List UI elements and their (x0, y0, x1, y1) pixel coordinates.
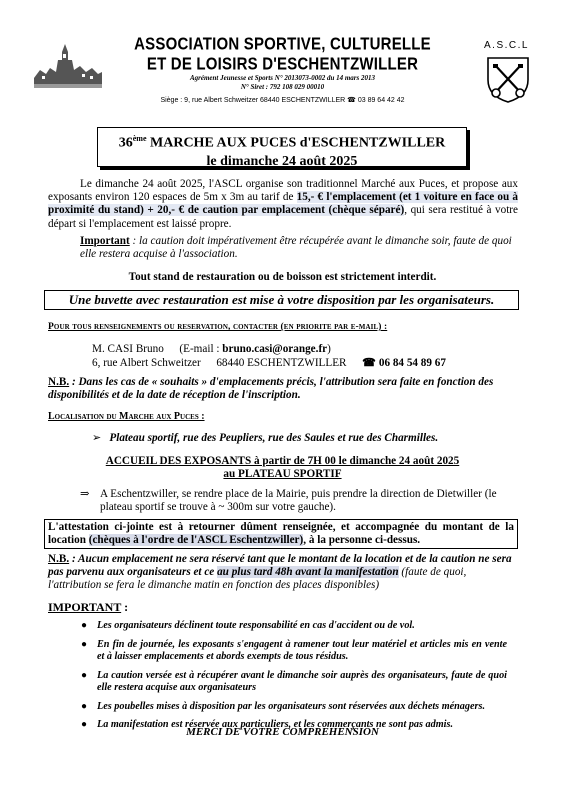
list-item: ● Les poubelles mises à disposition par les organisateurs sont réservées aux déchets ménagers. (81, 700, 485, 712)
ascl-acronym: A.S.C.L (484, 40, 529, 51)
accueil-line1: ACCUEIL DES EXPOSANTS à partir de 7H 00 le dimanche 24 août 2025 (105, 455, 460, 467)
nb-reservation: N.B. : Aucun emplacement ne sera réservé tant que le montant de la location et de la caution ne sera pas parvenu aux organisateurs et ce au plus tard 48h avant la manifestation (faute de quoi, l'attribution se fera le dimanche matin en fonction des places disponibles) (48, 553, 512, 592)
buvette-box (44, 290, 519, 310)
important-list (81, 620, 507, 731)
contact-email[interactable]: bruno.casi@orange.fr (222, 343, 328, 355)
list-item: ● La manifestation est réservée aux particuliers, et les commerçants ne sont pas admis. (81, 718, 453, 730)
contact-city: 68440 ESCHENTZWILLER (216, 357, 347, 369)
accueil-line2: au PLATEAU SPORTIF (223, 468, 342, 480)
buvette-text: Une buvette avec restauration est mise à votre disposition par les organisateurs. (68, 292, 495, 307)
agrement: Agrément Jeunesse et Sports N° 2013073-0002 du 14 mars 2013 (189, 74, 375, 82)
arrow-right-icon: ⇒ (80, 488, 90, 500)
localisation-line (92, 432, 522, 445)
localisation-heading: Localisation du Marche aux Puces : (48, 411, 205, 422)
association-title-line1: ASSOCIATION SPORTIVE, CULTURELLE (134, 34, 431, 55)
contact-phone: ☎ 06 84 54 89 67 (362, 357, 446, 369)
crossed-keys-crest-icon (484, 54, 532, 104)
event-title-box (97, 127, 467, 167)
list-item: ● Les organisateurs déclinent toute responsabilité en cas d'accident ou de vol. (81, 620, 415, 631)
attestation-box: L'attestation ci-jointe est à retourner dûment renseignée, et accompagnée du montant de la location (chèques à l'ordre de l'ASCL Eschentzwiller), à la personne ci-dessus. (44, 519, 518, 549)
tarif-highlight: 15,- € l'emplacement (et 1 voiture en face ou à proximité du stand) + 20,- € de caution par emplacement (chèque séparé) (48, 191, 518, 217)
association-title-line2: ET DE LOISIRS D'ESCHENTZWILLER (146, 54, 419, 75)
caution-notice: Important : la caution doit impérativement être récupérée avant le dimanche soir, faute de quoi elle restera acquise à l'association. (80, 235, 512, 261)
deadline-highlight: au plus tard 48h avant la manifestation (217, 566, 399, 579)
cheque-order-highlight: (chèques à l'ordre de l'ASCL Eschentzwiller) (88, 534, 304, 547)
important-heading: IMPORTANT : (48, 600, 129, 614)
event-title-line2: le dimanche 24 août 2025 (206, 153, 358, 169)
contact-address: 6, rue Albert Schweitzer (92, 357, 201, 369)
contact-heading: Pour tous renseignements ou reservation, contacter (en priorite par e-mail) : (48, 322, 388, 332)
siret: N° Siret : 792 108 029 00010 (240, 83, 325, 91)
arrow-bullet-icon: ➢ (92, 432, 102, 444)
contact-address-line (92, 357, 532, 370)
interdit-notice: Tout stand de restauration ou de boisson est strictement interdit. (128, 271, 437, 283)
directions (80, 488, 518, 514)
merci-text: MERCI DE VOTRE COMPREHENSION (186, 726, 379, 738)
intro-paragraph: Le dimanche 24 août 2025, l'ASCL organise son traditionnel Marché aux Puces, et propose aux exposants environ 120 espaces de 5m x 3m au tarif de 15,- € l'emplacement (et 1 voiture en face ou à proximité du stand) + 20,- € de caution par emplacement (chèque séparé), qui sera restitué à votre départ si l'emplacement est laissé propre. (48, 178, 518, 230)
siege-address: Siège : 9, rue Albert Schweitzer 68440 ESCHENTZWILLER ☎ 03 89 64 42 42 (160, 97, 405, 104)
directions-text: A Eschentzwiller, se rendre place de la Mairie, puis prendre la direction de Dietwiller (le plateau sportif se trouve à ~ 300m sur votre gauche). (100, 488, 497, 514)
contact-name: M. CASI Bruno (92, 343, 164, 355)
contact-name-line: M. CASI Bruno (E-mail : bruno.casi@orange.fr) (92, 343, 331, 355)
localisation-text: Plateau sportif, rue des Peupliers, rue des Saules et rue des Charmilles. (109, 432, 439, 444)
list-item: ● La caution versée est à récupérer avant le dimanche soir auprès des organisateurs, faute de quoi elle restera acquise aux organisateurs (81, 669, 507, 694)
event-title-line1: 36ème MARCHE AUX PUCES d'ESCHENTZWILLER (118, 134, 446, 151)
nb-souhaits: N.B. : Dans les cas de « souhaits » d'emplacements précis, l'attribution sera faite en fonction des disponibilités et de la date de réception de l'inscription. (48, 376, 494, 402)
list-item: ● En fin de journée, les exposants s'engagent à ramener tout leur matériel et articles mis en vente et à laisser emplacements et abords exempts de tous résidus. (81, 638, 507, 663)
